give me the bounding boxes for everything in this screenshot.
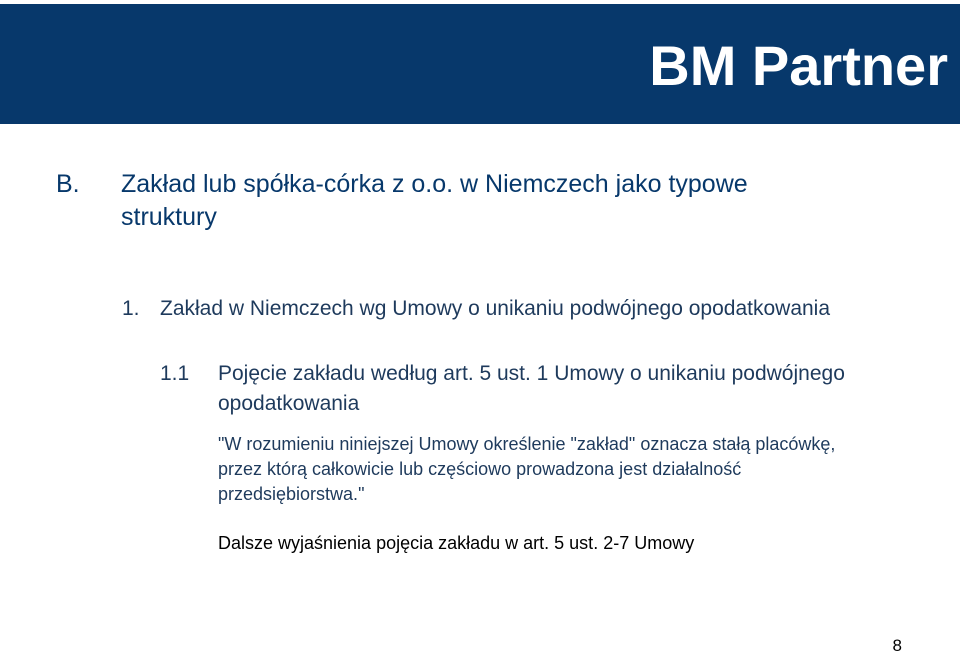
section-b-title: Zakład lub spółka-córka z o.o. w Niemczech jako typowe struktury bbox=[121, 170, 748, 231]
section-1-1-title: Pojęcie zakładu według art. 5 ust. 1 Umowy o unikaniu podwójnego opodatkowania bbox=[218, 362, 845, 415]
section-1-1-number: 1.1 bbox=[160, 362, 190, 385]
further-note: Dalsze wyjaśnienia pojęcia zakładu w art. 5 ust. 2-7 Umowy bbox=[218, 533, 695, 553]
section-1-number: 1. bbox=[122, 297, 140, 320]
header-band bbox=[0, 4, 960, 124]
section-1-title: Zakład w Niemczech wg Umowy o unikaniu podwójnego opodatkowania bbox=[160, 297, 831, 320]
definition-quote: "W rozumieniu niniejszej Umowy określenie "zakład" oznacza stałą placówkę, przez którą całkowicie lub częściowo prowadzona jest działalność przedsiębiorstwa." bbox=[218, 434, 836, 504]
section-b-label: B. bbox=[56, 170, 80, 198]
brand-title: BM Partner bbox=[649, 34, 948, 97]
page-number: 8 bbox=[892, 636, 902, 655]
